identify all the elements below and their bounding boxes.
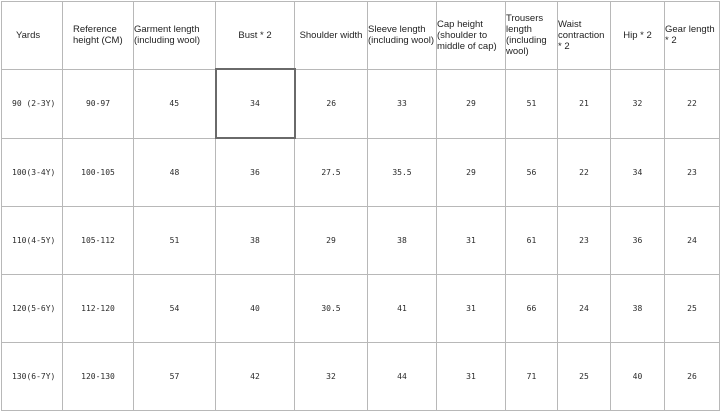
header-trousers-length: Trousers length (including wool)	[506, 2, 558, 70]
cell-reference-height: 112-120	[63, 275, 134, 343]
cell-bust: 40	[216, 275, 295, 343]
cell-shoulder-width: 29	[295, 207, 368, 275]
cell-bust: 38	[216, 207, 295, 275]
header-shoulder-width: Shoulder width	[295, 2, 368, 70]
cell-yards: 120(5-6Y)	[2, 275, 63, 343]
cell-reference-height: 90-97	[63, 69, 134, 138]
header-bust: Bust * 2	[216, 2, 295, 70]
cell-waist-contraction: 24	[558, 275, 611, 343]
cell-sleeve-length: 41	[368, 275, 437, 343]
cell-sleeve-length: 33	[368, 69, 437, 138]
size-chart-table	[1, 1, 720, 411]
cell-yards: 110(4-5Y)	[2, 207, 63, 275]
cell-yards: 130(6-7Y)	[2, 343, 63, 411]
cell-garment-length: 48	[134, 138, 216, 207]
cell-gear-length: 24	[665, 207, 720, 275]
cell-hip: 38	[611, 275, 665, 343]
table-row	[2, 343, 720, 411]
cell-shoulder-width: 32	[295, 343, 368, 411]
cell-sleeve-length: 44	[368, 343, 437, 411]
header-yards: Yards	[2, 2, 63, 70]
cell-shoulder-width: 30.5	[295, 275, 368, 343]
cell-hip: 34	[611, 138, 665, 207]
table-row	[2, 138, 720, 207]
cell-yards: 90 (2-3Y)	[2, 69, 63, 138]
cell-garment-length: 57	[134, 343, 216, 411]
cell-bust: 42	[216, 343, 295, 411]
cell-trousers-length: 56	[506, 138, 558, 207]
cell-trousers-length: 66	[506, 275, 558, 343]
cell-garment-length: 45	[134, 69, 216, 138]
cell-waist-contraction: 22	[558, 138, 611, 207]
cell-trousers-length: 61	[506, 207, 558, 275]
cell-reference-height: 105-112	[63, 207, 134, 275]
cell-gear-length: 23	[665, 138, 720, 207]
cell-waist-contraction: 23	[558, 207, 611, 275]
cell-hip: 36	[611, 207, 665, 275]
header-cap-height: Cap height (shoulder to middle of cap)	[437, 2, 506, 70]
table-row	[2, 207, 720, 275]
cell-cap-height: 29	[437, 138, 506, 207]
header-waist-contraction: Waist contraction * 2	[558, 2, 611, 70]
cell-bust-selected[interactable]: 34	[216, 69, 295, 138]
header-reference-height: Reference height (CM)	[63, 2, 134, 70]
cell-bust: 36	[216, 138, 295, 207]
cell-reference-height: 100-105	[63, 138, 134, 207]
table-row	[2, 69, 720, 138]
cell-reference-height: 120-130	[63, 343, 134, 411]
cell-gear-length: 22	[665, 69, 720, 138]
header-sleeve-length: Sleeve length (including wool)	[368, 2, 437, 70]
cell-sleeve-length: 35.5	[368, 138, 437, 207]
header-hip: Hip * 2	[611, 2, 665, 70]
cell-hip: 32	[611, 69, 665, 138]
cell-cap-height: 31	[437, 275, 506, 343]
cell-hip: 40	[611, 343, 665, 411]
cell-garment-length: 54	[134, 275, 216, 343]
header-gear-length: Gear length * 2	[665, 2, 720, 70]
cell-gear-length: 25	[665, 275, 720, 343]
header-garment-length: Garment length (including wool)	[134, 2, 216, 70]
cell-shoulder-width: 27.5	[295, 138, 368, 207]
cell-trousers-length: 51	[506, 69, 558, 138]
cell-trousers-length: 71	[506, 343, 558, 411]
cell-garment-length: 51	[134, 207, 216, 275]
cell-cap-height: 29	[437, 69, 506, 138]
table-row	[2, 275, 720, 343]
cell-shoulder-width: 26	[295, 69, 368, 138]
cell-waist-contraction: 21	[558, 69, 611, 138]
cell-gear-length: 26	[665, 343, 720, 411]
cell-cap-height: 31	[437, 207, 506, 275]
cell-waist-contraction: 25	[558, 343, 611, 411]
header-row	[2, 2, 720, 70]
cell-sleeve-length: 38	[368, 207, 437, 275]
cell-yards: 100(3-4Y)	[2, 138, 63, 207]
cell-cap-height: 31	[437, 343, 506, 411]
